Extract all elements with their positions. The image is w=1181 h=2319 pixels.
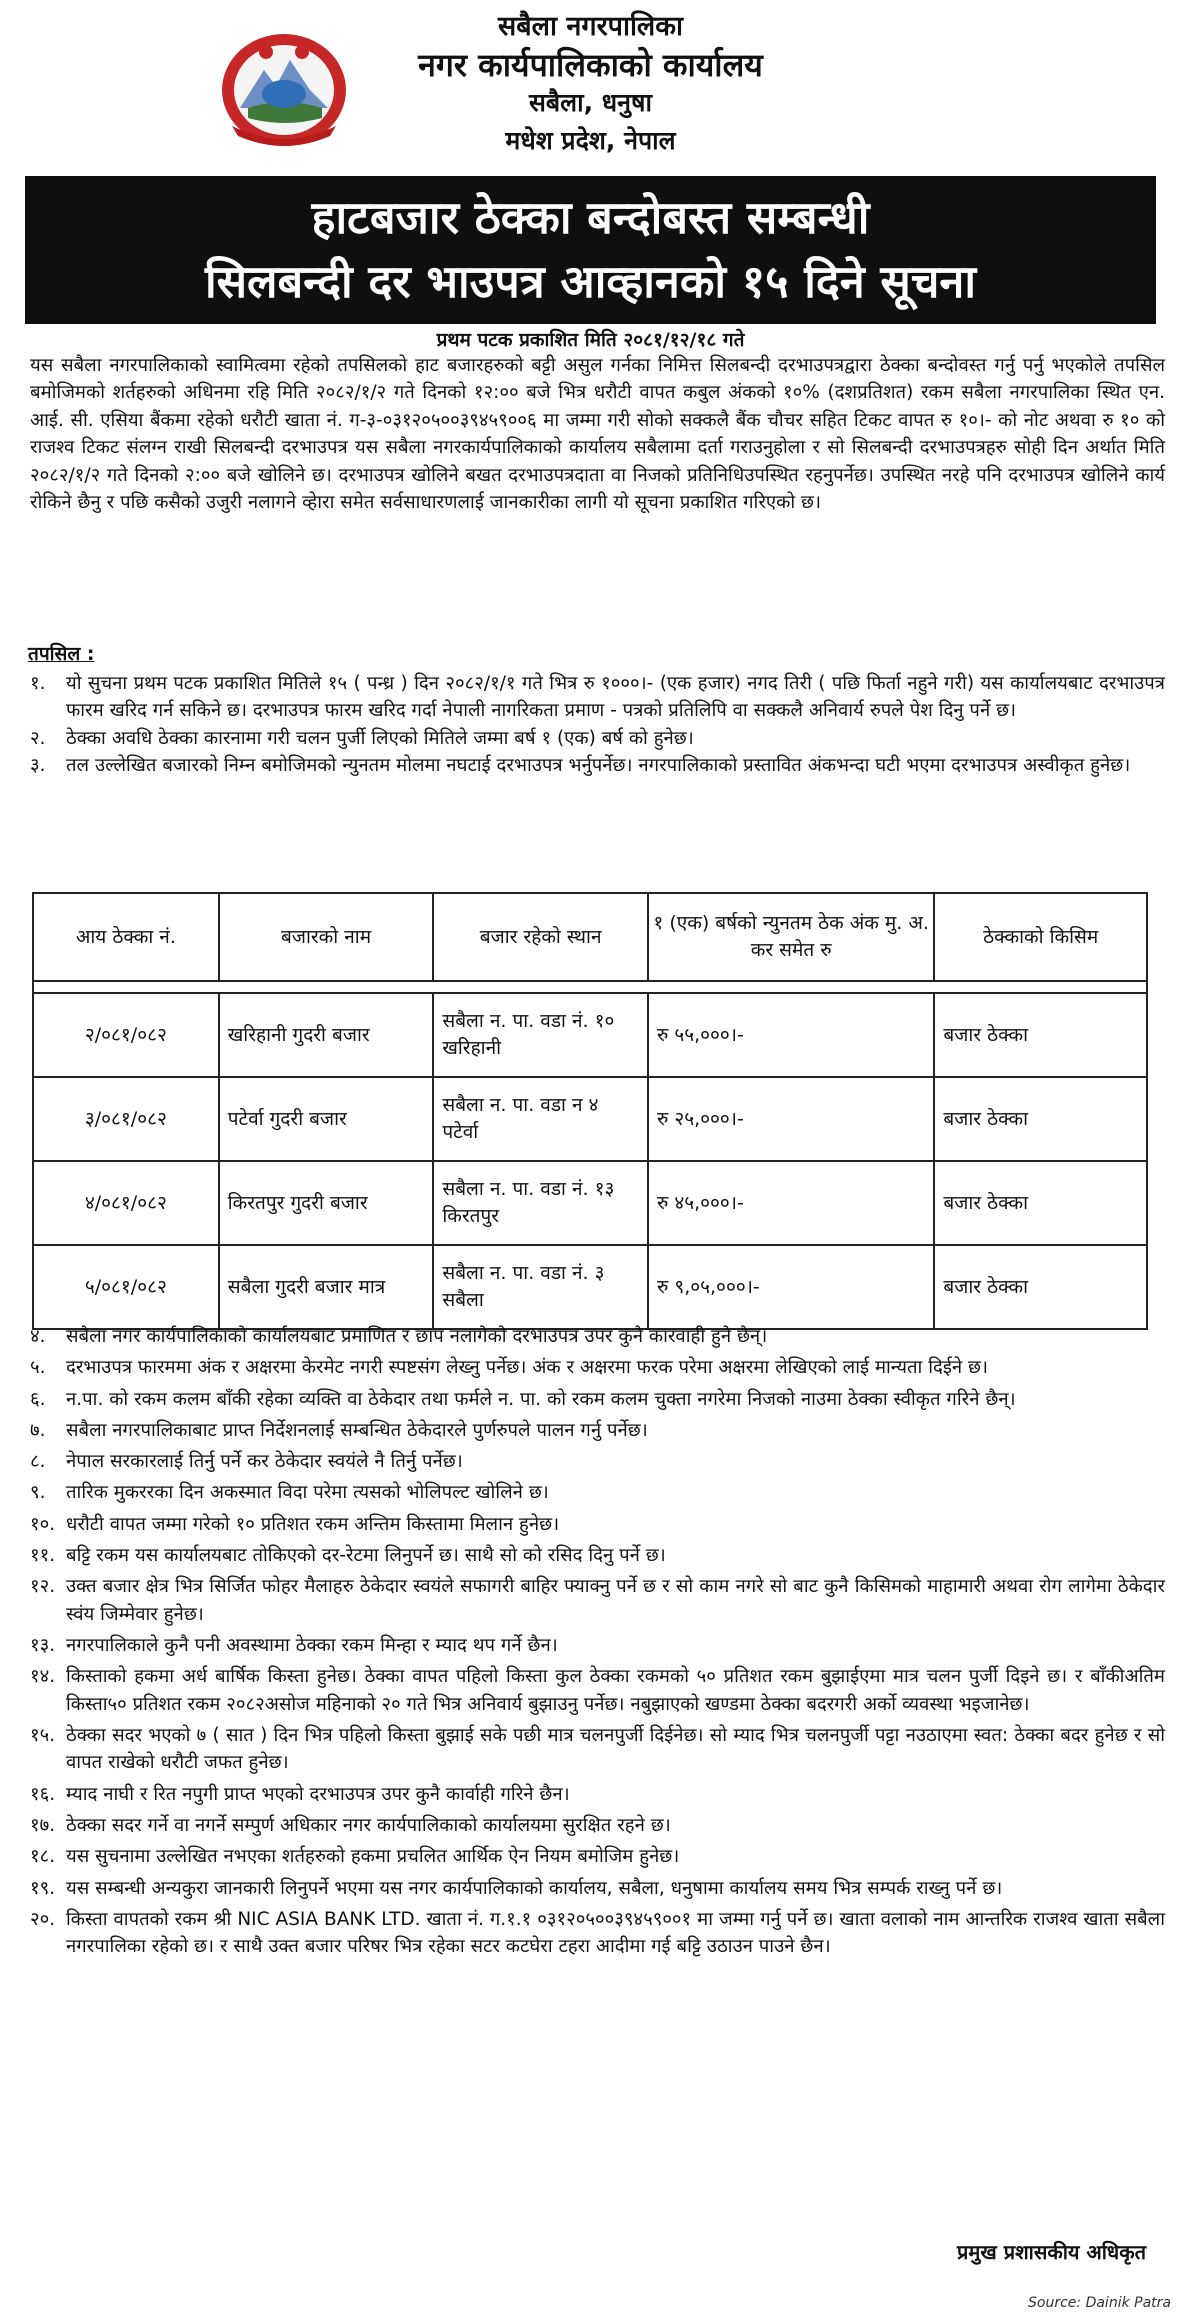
condition-text: नगरपालिकाले कुनै पनी अवस्थामा ठेक्का रकम मिन्हा र म्याद थप गर्ने छैन। — [66, 1635, 558, 1657]
condition-number: २०. — [30, 1908, 56, 1930]
office-name: नगर कार्यपालिकाको कार्यालय — [418, 46, 763, 84]
condition-number: १६. — [30, 1783, 56, 1805]
cell-market-name: सबैला गुदरी बजार मात्र — [219, 1245, 434, 1329]
cell-contract-type: बजार ठेक्का — [934, 993, 1147, 1077]
municipality-name: सबैला नगरपालिका — [498, 11, 683, 42]
cell-market-name: खरिहानी गुदरी बजार — [219, 993, 434, 1077]
cell-contract-no: ४/०८१/०८२ — [33, 1161, 219, 1245]
condition-text: यस सम्बन्धी अन्यकुरा जानकारी लिनुपर्ने भएमा यस नगर कार्यपालिकाको कार्यालय, सबैला, धनुषामा कार्यालय समय भित्र सम्पर्क राख्नु पर्ने छ। — [66, 1877, 1003, 1899]
condition-text: ठेक्का सदर गर्ने वा नगर्ने सम्पुर्ण अधिकार नगर कार्यपालिकाको कार्यालयमा सुरक्षित रहने छ। — [66, 1815, 671, 1837]
condition-number: ६. — [30, 1388, 46, 1410]
condition-item — [30, 752, 1165, 779]
col-header-min-amount: १ (एक) बर्षको न्युनतम ठेक अंक मु. अ. कर समेत रु — [648, 893, 934, 981]
condition-item — [30, 1906, 1165, 1961]
condition-item — [30, 1812, 1165, 1839]
condition-text: किस्ताको हकमा अर्ध बार्षिक किस्ता हुनेछ। ठेक्का वापत पहिलो किस्ता कुल ठेक्का रकमको ५० प्रतिशत रकम बुझाईएमा मात्र चलन पुर्जी दिइने छ। र बाँकीअतिम किस्ता५० प्रतिशत रकम २०८२असोज महिनाको २० गते भित्र अनिवार्य बुझाउनु पर्नेछ। नबुझाएको खण्डमा ठेक्का बदरगरी अर्को व्यवस्था भइजानेछ। — [66, 1666, 1165, 1715]
condition-number: ३. — [30, 755, 46, 777]
table-spacer — [33, 981, 1147, 993]
cell-contract-type: बजार ठेक्का — [934, 1245, 1147, 1329]
condition-text: ठेक्का सदर भएको ७ ( सात ) दिन भित्र पहिलो किस्ता बुझाई सके पछी मात्र चलनपुर्जी दिईनेछ। सो म्याद भित्र चलनपुर्जी पट्टा नउठाएमा स्वत: ठेक्का बदर हुनेछ र सो वापत राखेको धरौटी जफत हुनेछ। — [66, 1725, 1165, 1774]
col-header-location: बजार रहेको स्थान — [433, 893, 648, 981]
condition-number: ४. — [30, 1326, 46, 1347]
condition-number: १९. — [30, 1877, 56, 1899]
cell-location: सबैला न. पा. वडा नं. १० खरिहानी — [433, 993, 648, 1077]
cell-market-name: किरतपुर गुदरी बजार — [219, 1161, 434, 1245]
condition-item — [30, 725, 1165, 752]
condition-text: ठेक्का अवधि ठेक्का कारनामा गरी चलन पुर्जी लिएको मितिले जम्मा बर्ष १ (एक) बर्ष को हुनेछ। — [66, 727, 694, 749]
condition-number: १०. — [30, 1513, 56, 1535]
condition-item — [30, 1573, 1165, 1628]
condition-number: ७. — [30, 1419, 46, 1441]
notice-title-banner — [25, 176, 1156, 324]
condition-item — [30, 1354, 1165, 1381]
condition-text: उक्त बजार क्षेत्र भित्र सिर्जित फोहर मैलाहरु ठेकेदार स्वयंले सफागरी बाहिर फ्याक्नु पर्ने छ र सो काम नगरे सो बाट कुनै किसिमको माहामारी अथवा रोग लागेमा ठेकेदार स्वंय जिम्मेवार हुनेछ। — [66, 1576, 1165, 1625]
condition-item — [30, 1479, 1165, 1506]
condition-number: १. — [30, 673, 46, 694]
condition-text: यो सुचना प्रथम पटक प्रकाशित मितिले १५ ( पन्ध्र ) दिन २०८२/१/१ गते भित्र रु १०००।- (एक हजार) नगद तिरी ( पछि फिर्ता नहुने गरी) यस कार्यालयबाट दरभाउपत्र फारम खरिद गर्न सकिने छ। दरभाउपत्र फारम खरिद गर्दा नेपाली नागरिकता प्रमाण - पत्रको प्रतिलिपि वा सक्कलै अनिवार्य रुपले पेश दिनु पर्ने छ। — [66, 673, 1165, 722]
publication-date: प्रथम पटक प्रकाशित मिति २०८१/१२/१८ गते — [436, 329, 745, 351]
source-credit: Source: Dainik Patra — [1028, 2295, 1171, 2311]
condition-item — [30, 1843, 1165, 1870]
col-header-contract-no: आय ठेक्का नं. — [33, 893, 219, 981]
tapasil-heading: तपसिल : — [28, 643, 95, 665]
condition-number: ११. — [30, 1545, 56, 1567]
condition-number: ९. — [30, 1482, 46, 1504]
condition-item — [30, 1632, 1165, 1659]
condition-item — [30, 670, 1165, 725]
cell-contract-no: २/०८१/०८२ — [33, 993, 219, 1077]
condition-item — [30, 1511, 1165, 1538]
condition-item — [30, 1386, 1165, 1413]
condition-item — [30, 1781, 1165, 1808]
condition-item — [30, 1448, 1165, 1475]
condition-text: म्याद नाघी र रित नपुगी प्राप्त भएको दरभाउपत्र उपर कुनै कार्वाही गरिने छैन। — [66, 1783, 570, 1805]
condition-number: १२. — [30, 1576, 56, 1598]
conditions-list-bottom — [30, 1323, 1165, 1965]
condition-item — [30, 1663, 1165, 1718]
notice-title-line1: हाटबजार ठेक्का बन्दोबस्त सम्बन्धी — [311, 191, 870, 244]
condition-number: १७. — [30, 1815, 56, 1837]
col-header-market-name: बजारको नाम — [219, 893, 434, 981]
cell-min-amount: रु ५५,०००।- — [648, 993, 934, 1077]
table-row — [33, 1161, 1147, 1245]
condition-item — [30, 1417, 1165, 1444]
table-row — [33, 1077, 1147, 1161]
cell-contract-no: ३/०८१/०८२ — [33, 1077, 219, 1161]
condition-text: किस्ता वापतको रकम श्री NIC ASIA BANK LTD. खाता नं. ग.१.१ ०३१२०५००३९४५९००१ मा जम्मा गर्नु पर्ने छ। खाता वलाको नाम आन्तरिक राजश्व खाता सबैला नगरपालिका रहेको छ। र साथै उक्त बजार परिषर भित्र रहेका सटर कटघेरा टहरा आदीमा गई बट्टि उठाउन पाउने छैन। — [66, 1908, 1165, 1958]
table-row — [33, 1245, 1147, 1329]
intro-paragraph: यस सबैला नगरपालिकाको स्वामित्वमा रहेको तपसिलको हाट बजारहरुको बट्टी असुल गर्नका निमित्त सिलबन्दी दरभाउपत्रद्वारा ठेक्का बन्दोवस्त गर्नु पर्नु भएकोले तपसिल बमोजिमको शर्तहरुको अधिनमा रहि मिति २०८२/१/२ गते दिनको १२:०० बजे भित्र धरौटी वापत कबुल अंकको १०% (दशप्रतिशत) रकम सबैला नगरपालिका स्थित एन. आई. सी. एसिया बैंकमा रहेको धरौटी खाता नं. ग-३-०३१२०५००३९४५९००६ मा जम्मा गरी सोको सक्कलै बैंक चौचर सहित टिकट वापत रु १०।- को नोट अथवा रु १० को राजश्व टिकट संलग्न राखी सिलबन्दी दरभाउपत्र यस सबैला नगरकार्यपालिकाको कार्यालय सबैलामा दर्ता गराउनुहोला र सो सिलबन्दी दरभाउपत्रहरु सोही दिन अर्थात मिति २०८२/१/२ गते दिनको २:०० बजे खोलिने छ। दरभाउपत्र खोलिने बखत दरभाउपत्रदाता वा निजको प्रतिनिधिउपस्थित रहनुपर्नेछ। उपस्थित नरहे पनि दरभाउपत्र खोलिने कार्य रोकिने छैनु र पछि कसैको उजुरी नलागने व्हेारा समेत सर्वसाधारणलाई जानकारीका लागी यो सूचना प्रकाशित गरिएको छ। — [30, 355, 1165, 514]
condition-number: १८. — [30, 1846, 56, 1868]
cell-min-amount: रु ४५,०००।- — [648, 1161, 934, 1245]
cell-min-amount: रु ९,०५,०००।- — [648, 1245, 934, 1329]
notice-title-line2: सिलबन्दी दर भाउपत्र आव्हानको १५ दिने सूचना — [204, 255, 977, 308]
condition-text: सबैला नगरपालिकाबाट प्राप्त निर्देशनलाई सम्बन्धित ठेकेदारले पुर्णरुपले पालन गर्नु पर्नेछ। — [66, 1419, 648, 1441]
office-location: सबैला, धनुषा — [529, 88, 652, 117]
condition-text: सबैला नगर कार्यपालिकाको कार्यालयबाट प्रमाणित र छाप नलागेको दरभाउपत्र उपर कुनै कारवाही हुने छैन्। — [66, 1326, 768, 1347]
market-table-wrapper — [32, 892, 1148, 1330]
conditions-list-top — [30, 670, 1165, 780]
signatory-title: प्रमुख प्रशासकीय अधिकृत — [957, 2240, 1146, 2264]
condition-text: दरभाउपत्र फारममा अंक र अक्षरमा केरमेट नगरी स्पष्टसंग लेख्नु पर्नेछ। अंक र अक्षरमा फरक परेमा अक्षरमा लेखिएको लाई मान्यता दिईने छ। — [66, 1357, 989, 1379]
condition-text: नेपाल सरकारलाई तिर्नु पर्ने कर ठेकेदार स्वयंले नै तिर्नु पर्नेछ। — [66, 1451, 463, 1473]
condition-text: तारिक मुकररका दिन अकस्मात विदा परेमा त्यसको भोलिपल्ट खोलिने छ। — [66, 1482, 549, 1504]
condition-item — [30, 1875, 1165, 1902]
cell-contract-no: ५/०८१/०८२ — [33, 1245, 219, 1329]
condition-text: तल उल्लेखित बजारको निम्न बमोजिमको न्युनतम मोलमा नघटाई दरभाउपत्र भर्नुपर्नेछ। नगरपालिकाको प्रस्तावित अंकभन्दा घटी भएमा दरभाउपत्र अस्वीकृत हुनेछ। — [66, 755, 1131, 777]
condition-item — [30, 1722, 1165, 1777]
market-table — [32, 892, 1148, 1330]
condition-text: यस सुचनामा उल्लेखित नभएका शर्तहरुको हकमा प्रचलित आर्थिक ऐन नियम बमोजिम हुनेछ। — [66, 1846, 680, 1868]
condition-number: ५. — [30, 1357, 46, 1379]
condition-number: १४. — [30, 1666, 56, 1688]
condition-text: बट्टि रकम यस कार्यालयबाट तोकिएको दर-रेटमा लिनुपर्ने छ। साथै सो को रसिद दिनु पर्ने छ। — [66, 1545, 666, 1567]
cell-contract-type: बजार ठेक्का — [934, 1077, 1147, 1161]
condition-number: १३. — [30, 1635, 56, 1657]
col-header-contract-type: ठेक्काको किसिम — [934, 893, 1147, 981]
condition-number: २. — [30, 727, 46, 749]
table-header-row — [33, 893, 1147, 981]
cell-location: सबैला न. पा. वडा नं. ३ सबैला — [433, 1245, 648, 1329]
condition-text: धरौटी वापत जम्मा गरेको १० प्रतिशत रकम अन्तिम किस्तामा मिलान हुनेछ। — [66, 1513, 560, 1535]
province-name: मधेश प्रदेश, नेपाल — [505, 126, 676, 155]
cell-market-name: पटेर्वा गुदरी बजार — [219, 1077, 434, 1161]
cell-min-amount: रु २५,०००।- — [648, 1077, 934, 1161]
condition-number: १५. — [30, 1725, 56, 1747]
condition-item — [30, 1542, 1165, 1569]
notice-header — [0, 0, 1181, 175]
condition-item — [30, 1323, 1165, 1350]
table-row — [33, 993, 1147, 1077]
condition-number: ८. — [30, 1451, 46, 1473]
condition-text: न.पा. को रकम कलम बाँकी रहेका व्यक्ति वा ठेकेदार तथा फर्मले न. पा. को रकम कलम चुक्ता नगरेमा निजको नाउमा ठेक्का स्वीकृत गरिने छैन्। — [66, 1388, 1016, 1410]
cell-contract-type: बजार ठेक्का — [934, 1161, 1147, 1245]
cell-location: सबैला न. पा. वडा न ४ पटेर्वा — [433, 1077, 648, 1161]
cell-location: सबैला न. पा. वडा नं. १३ किरतपुर — [433, 1161, 648, 1245]
